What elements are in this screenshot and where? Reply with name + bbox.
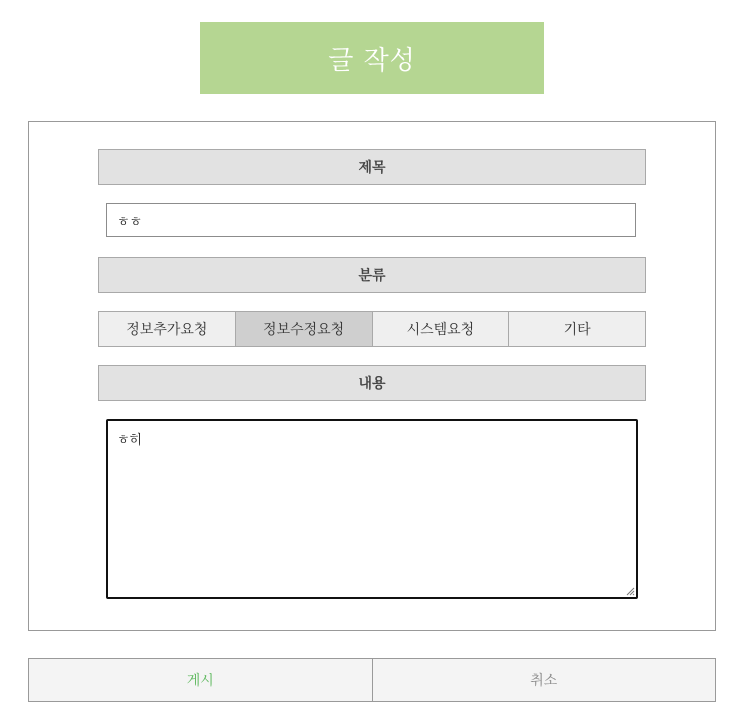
category-system-button[interactable]: 시스템요청: [372, 311, 510, 347]
category-section-label: 분류: [98, 257, 646, 293]
category-selector: [98, 311, 646, 347]
category-info-add-button[interactable]: 정보추가요청: [98, 311, 236, 347]
content-textarea[interactable]: [106, 419, 638, 599]
content-section-label: 내용: [98, 365, 646, 401]
category-etc-button[interactable]: 기타: [508, 311, 646, 347]
write-form-panel: [28, 121, 716, 631]
page-title-banner: [200, 22, 544, 94]
post-button[interactable]: 게시: [28, 658, 373, 702]
category-info-edit-button[interactable]: 정보수정요청: [235, 311, 373, 347]
title-input[interactable]: [106, 203, 636, 237]
form-actions: [28, 658, 716, 702]
title-section-label: 제목: [98, 149, 646, 185]
page-title: 글 작성: [328, 45, 416, 76]
cancel-button[interactable]: 취소: [372, 658, 717, 702]
